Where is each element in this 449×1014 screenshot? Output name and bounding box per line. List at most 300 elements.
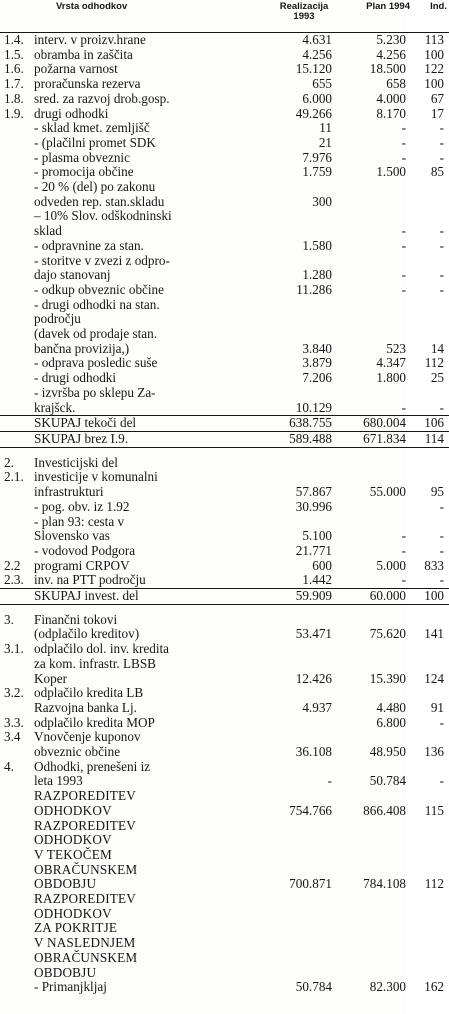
table-row [0,254,449,269]
table-row [0,239,449,254]
table-row [0,716,449,731]
row-number [0,774,32,789]
row-number [0,907,32,922]
table-row [0,136,449,151]
plan-value [340,470,412,485]
index-value: 124 [424,670,444,686]
row-label: odplačilo kredita LB [34,685,144,701]
row-number [0,283,32,298]
realizacija-value [268,892,340,907]
index-value: 162 [424,979,444,995]
plan-value: - [401,120,406,136]
index-value [412,254,449,269]
row-number [0,515,32,530]
row-number: 1.8. [4,90,24,106]
header-label: Vrsta odhodkov [32,0,268,33]
row-label: - izvršba po sklepu Za- [34,384,156,400]
row-number [0,980,32,995]
realizacija-value: 11 [319,120,332,136]
total-row [0,431,449,447]
row-label: krajšck. [34,399,76,415]
row-number: 2.2 [4,557,21,573]
row-number [0,254,32,269]
header-index: Ind. [412,0,449,33]
row-label: (odplačilo kreditov) [34,626,140,642]
table-row [0,209,449,224]
table-row [0,485,449,500]
row-number [0,386,32,401]
row-number: 1.9. [4,105,24,121]
table-row [0,613,449,628]
realizacija-value: 7.976 [302,149,332,165]
row-label: ZA POKRITJE [34,920,118,936]
plan-value [340,789,412,804]
row-label: - promocija občine [34,164,134,180]
row-number [0,819,32,834]
realizacija-value [268,180,340,195]
summary-row [0,819,449,834]
plan-value [340,657,412,672]
row-label: OBRAČUNSKEM [34,949,138,965]
summary-row [0,833,449,848]
row-label: - Primanjkljaj [34,979,107,995]
row-label: sred. za razvoj drob.gosp. [34,90,170,106]
plan-value [340,819,412,834]
row-label: Slovensko vas [34,528,110,544]
plan-value: - [401,237,406,253]
table-row [0,107,449,122]
plan-value: 18.500 [369,61,406,77]
realizacija-value: 589.488 [268,431,340,447]
index-value: - [439,120,444,136]
plan-value: 75.620 [369,626,406,642]
summary-row [0,848,449,863]
table-row [0,180,449,195]
plan-value: 671.834 [340,431,412,447]
header-number-cell [0,0,32,33]
row-number: 1.7. [4,76,24,92]
plan-value [340,907,412,922]
row-number: 2. [4,454,14,470]
table-body [0,33,449,996]
row-label: - plan 93: cesta v [34,513,125,529]
plan-value: 4.347 [376,355,406,371]
plan-value [340,760,412,775]
plan-value: 4.480 [376,699,406,715]
row-label: OBDOBJU [34,964,97,980]
plan-value: 8.170 [376,105,406,121]
index-value [412,936,449,951]
index-value: - [439,528,444,544]
index-value: 67 [430,90,444,106]
row-number [0,657,32,672]
index-value: - [439,237,444,253]
realizacija-value: 4.937 [302,699,332,715]
row-number: 3.3. [4,714,24,730]
plan-value [340,386,412,401]
plan-value: 6.800 [376,714,406,730]
index-value [412,327,449,342]
summary-row [0,951,449,966]
table-row [0,283,449,298]
summary-row [0,863,449,878]
realizacija-value: 600 [312,557,332,573]
realizacija-value: 21 [318,134,332,150]
index-value [412,833,449,848]
index-value: - [439,498,444,514]
plan-value: 60.000 [340,589,412,605]
row-number [0,936,32,951]
plan-value: - [401,223,406,239]
row-number [0,500,32,515]
index-value [412,386,449,401]
index-value: - [439,572,444,588]
row-number [0,180,32,195]
realizacija-value [268,386,340,401]
header-realizacija-line2: 1993 [293,11,315,22]
realizacija-value [268,833,340,848]
plan-value: 55.000 [369,484,406,500]
realizacija-value: 21.771 [295,542,332,558]
realizacija-value [268,848,340,863]
index-value: - [439,267,444,283]
row-label: sklad [34,223,62,239]
summary-row [0,789,449,804]
plan-value: 866.408 [363,802,406,818]
row-label: RAZPOREDITEV [34,788,137,804]
plan-value: 4.000 [376,90,406,106]
realizacija-value: 15.120 [295,61,332,77]
index-value: - [439,134,444,150]
row-number [0,121,32,136]
realizacija-value: 754.766 [289,802,332,818]
plan-value: 15.390 [369,670,406,686]
index-value [412,951,449,966]
row-label: - storitve v zvezi z odpro- [34,252,170,268]
table-row [0,298,449,313]
plan-value [340,892,412,907]
table-row [0,456,449,471]
row-number [0,951,32,966]
row-number [0,356,32,371]
row-number [0,892,32,907]
row-label: - odpravnine za stan. [34,237,144,253]
realizacija-value: 3.840 [302,340,332,356]
deficit-row [0,980,449,995]
table-row [0,672,449,687]
table-row [0,573,449,588]
row-label: ODHODKOV [34,832,112,848]
row-label: - (plačilni promet SDK [34,134,156,150]
header-realizacija-line1: Realizacija [279,1,329,12]
table-row [0,657,449,672]
header-realizacija [268,0,340,33]
row-number [0,485,32,500]
realizacija-value: 300 [312,193,332,209]
index-value: 122 [424,61,444,77]
plan-value [340,327,412,342]
index-value [412,642,449,657]
index-value [412,863,449,878]
realizacija-value [268,907,340,922]
row-number [0,209,32,224]
row-label: - plasma obveznic [34,149,130,165]
index-value [412,180,449,195]
table-row [0,701,449,716]
row-number [0,529,32,544]
row-label: SKUPAJ invest. del [32,589,268,605]
table-row [0,165,449,180]
row-number [0,804,32,819]
plan-value: 1.500 [376,164,406,180]
realizacija-value: 53.471 [295,626,332,642]
realizacija-value: 3.879 [302,355,332,371]
realizacija-value [268,298,340,313]
plan-value [340,863,412,878]
table-row [0,500,449,515]
index-value [412,613,449,628]
index-value: - [439,399,444,415]
row-label: odplačilo kredita MOP [34,714,155,730]
index-value: 95 [430,484,444,500]
realizacija-value: 57.867 [295,484,332,500]
realizacija-value [268,456,340,471]
index-value [412,686,449,701]
realizacija-value: 700.871 [289,876,332,892]
plan-value: 5.000 [376,557,406,573]
realizacija-value [268,921,340,936]
row-number [0,745,32,760]
row-number: 1.6. [4,61,24,77]
index-value [412,657,449,672]
plan-value: - [401,399,406,415]
row-label: obramba in zaščita [34,46,133,62]
row-label: Investicijski del [34,454,118,470]
table-row [0,559,449,574]
index-value [412,760,449,775]
table-row [0,268,449,283]
index-value: 115 [424,802,444,818]
index-value [412,848,449,863]
index-value: - [439,223,444,239]
realizacija-value [268,613,340,628]
realizacija-value [268,936,340,951]
row-number [0,848,32,863]
row-number [0,431,32,447]
row-number [0,966,32,981]
plan-value: - [401,134,406,150]
index-value [412,819,449,834]
row-number [0,151,32,166]
plan-value [340,966,412,981]
row-label: požarna varnost [34,61,118,77]
row-number [0,371,32,386]
plan-value: 82.300 [369,979,406,995]
table-row [0,151,449,166]
row-label: - vodovod Podgora [34,542,136,558]
row-number: 3.2. [4,685,24,701]
table-row [0,121,449,136]
index-value: 833 [424,557,444,573]
index-value: - [439,542,444,558]
row-label: SKUPAJ brez I.9. [32,431,268,447]
realizacija-value: 1.759 [302,164,332,180]
index-value [412,470,449,485]
table-row [0,529,449,544]
row-label: Razvojna banka Lj. [34,699,137,715]
row-number: 3. [4,611,14,627]
plan-value: 658 [386,76,406,92]
table-row [0,327,449,342]
row-number [0,224,32,239]
plan-value: - [401,281,406,297]
row-label: interv. v proizv.hrane [34,32,146,47]
row-number [0,239,32,254]
plan-value: 5.230 [376,32,406,47]
row-number: 2.3. [4,572,24,588]
realizacija-value: - [327,773,332,789]
table-row [0,48,449,63]
row-label: infrastrukturi [34,484,104,500]
row-number: 3.1. [4,641,24,657]
index-value [412,921,449,936]
row-number [0,833,32,848]
row-label: (davek od prodaje stan. [34,326,158,342]
index-value: 85 [430,164,444,180]
summary-row [0,936,449,951]
row-label: - sklad kmet. zemljišč [34,120,150,136]
index-value: 113 [424,32,444,47]
row-number [0,268,32,283]
header-plan: Plan 1994 [340,0,412,33]
plan-value [340,613,412,628]
row-number [0,627,32,642]
plan-value: 48.950 [369,744,406,760]
summary-row [0,804,449,819]
row-label: - pog. obv. iz 1.92 [34,498,130,514]
index-value: - [439,149,444,165]
plan-value: - [401,267,406,283]
plan-value [340,500,412,515]
plan-value: 784.108 [363,876,406,892]
plan-value [340,209,412,224]
row-label: ODHODKOV [34,905,112,921]
index-value: 141 [424,626,444,642]
plan-value [340,848,412,863]
index-value [412,892,449,907]
row-label: V NASLEDNJEM [34,935,136,951]
realizacija-value [268,312,340,327]
realizacija-value: 36.108 [295,744,332,760]
table-row [0,342,449,357]
row-number [0,298,32,313]
realizacija-value [268,642,340,657]
plan-value [340,298,412,313]
plan-value: - [401,528,406,544]
row-label: drugi odhodki [34,105,109,121]
index-value: 91 [430,699,444,715]
realizacija-value [268,951,340,966]
summary-row [0,907,449,922]
row-number [0,416,32,432]
table-row [0,774,449,789]
plan-value [340,180,412,195]
realizacija-value [268,730,340,745]
plan-value [340,456,412,471]
index-value: 17 [430,105,444,121]
row-label: - odkup obveznic občine [34,281,165,297]
table-row [0,33,449,48]
index-value [412,312,449,327]
row-label: Odhodki, prenešeni iz [34,758,151,774]
index-value: 136 [424,744,444,760]
row-number [0,342,32,357]
row-number [0,401,32,416]
realizacija-value [268,686,340,701]
plan-value: - [401,572,406,588]
row-label: RAZPOREDITEV [34,817,137,833]
plan-value [340,936,412,951]
plan-value [340,254,412,269]
plan-value: 4.256 [376,46,406,62]
row-number [0,589,32,605]
realizacija-value: 10.129 [295,399,332,415]
index-value: - [439,714,444,730]
index-value: 114 [412,431,449,447]
table-row [0,62,449,77]
realizacija-value: 1.580 [302,237,332,253]
index-value [412,730,449,745]
row-label: SKUPAJ tekoči del [32,416,268,432]
realizacija-value: 4.631 [302,32,332,47]
summary-row [0,921,449,936]
index-value: 100 [412,589,449,605]
realizacija-value [268,209,340,224]
realizacija-value [268,515,340,530]
plan-value [340,951,412,966]
index-value: 112 [424,355,444,371]
row-number: 3.4 [4,729,21,745]
row-label: OBRAČUNSKEM [34,861,138,877]
index-value [412,966,449,981]
realizacija-value [268,657,340,672]
table-row [0,195,449,210]
realizacija-value [268,863,340,878]
row-number [0,165,32,180]
realizacija-value: 59.909 [268,589,340,605]
row-label: ODHODKOV [34,802,112,818]
plan-value [340,921,412,936]
table-row [0,642,449,657]
realizacija-value [268,254,340,269]
index-value [412,209,449,224]
row-label: proračunska rezerva [34,76,141,92]
row-label: Finančni tokovi [34,611,118,627]
realizacija-value: 7.206 [302,370,332,386]
index-value: 25 [430,370,444,386]
index-value [412,515,449,530]
realizacija-value: 5.100 [302,528,332,544]
plan-value [340,642,412,657]
table-row [0,627,449,642]
row-label: dajo stanovanj [34,267,111,283]
plan-value: 50.784 [369,773,406,789]
plan-value: - [401,542,406,558]
total-row [0,416,449,432]
row-label: - 20 % (del) po zakonu [34,179,156,195]
row-number: 1.5. [4,46,24,62]
realizacija-value: 30.996 [295,498,332,514]
